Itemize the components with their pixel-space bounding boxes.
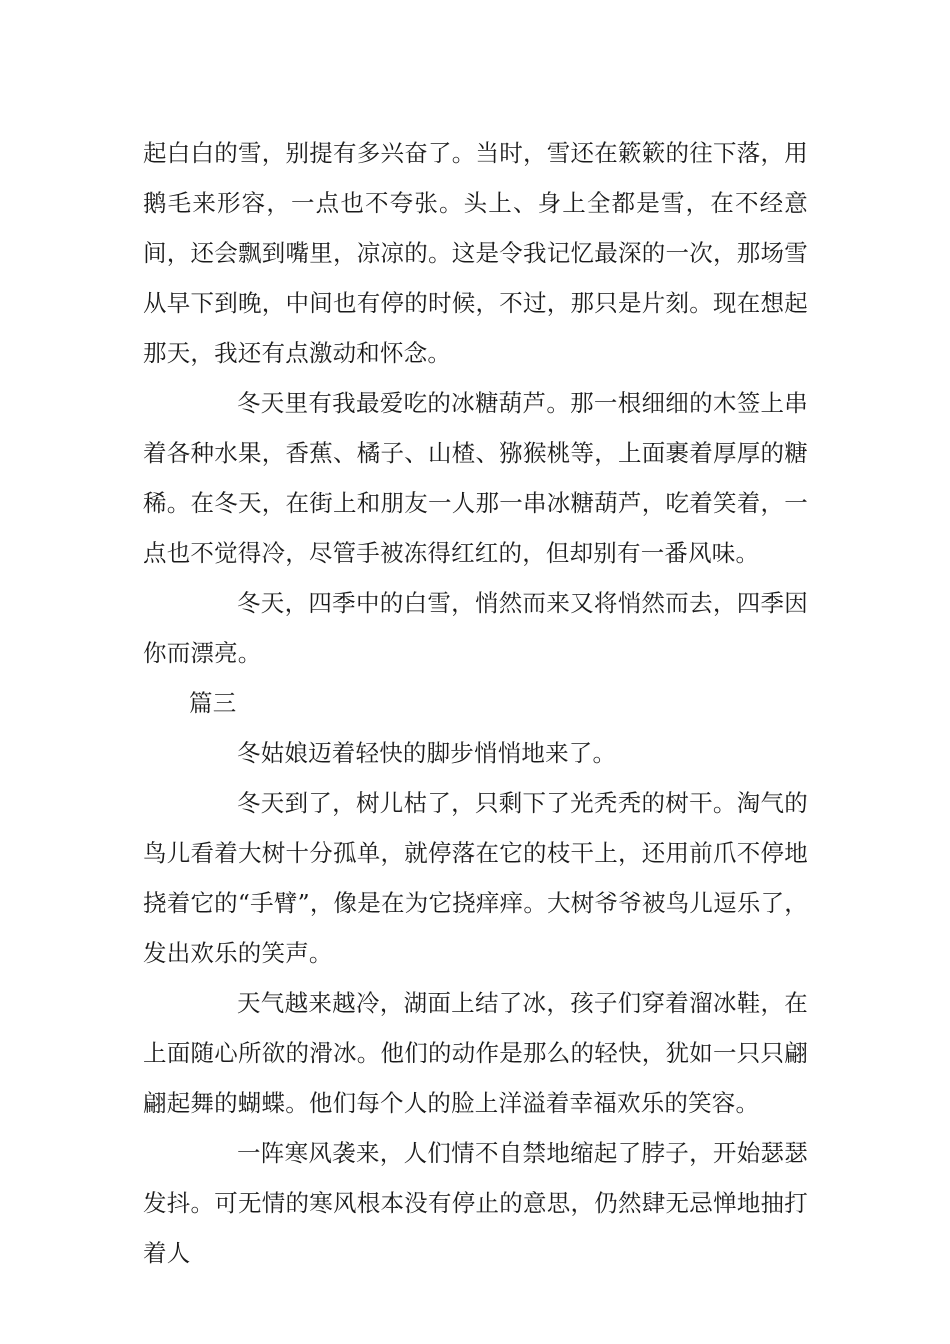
paragraph-1: 起白白的雪，别提有多兴奋了。当时，雪还在簌簌的往下落，用鹅毛来形容，一点也不夸张。头上、身上全都是雪，在不经意间，还会飘到嘴里，凉凉的。这是令我记忆最深的一次，那场雪从早下到晚，中间也有停的时候，不过，那只是片刻。现在想起那天，我还有点激动和怀念。 (143, 139, 808, 367)
document-body (143, 128, 808, 1278)
paragraph-4: 冬姑娘迈着轻快的脚步悄悄地来了。 (237, 739, 617, 767)
section-heading: 篇三 (189, 689, 237, 717)
paragraph-5: 冬天到了，树儿枯了，只剩下了光秃秃的树干。淘气的鸟儿看着大树十分孤单，就停落在它的枝干上，还用前爪不停地挠着它的“手臂”，像是在为它挠痒痒。大树爷爷被鸟儿逗乐了，发出欢乐的笑声。 (143, 789, 808, 967)
paragraph-3: 冬天，四季中的白雪，悄然而来又将悄然而去，四季因你而漂亮。 (143, 589, 808, 667)
paragraph-2: 冬天里有我最爱吃的冰糖葫芦。那一根细细的木签上串着各种水果，香蕉、橘子、山楂、猕猴桃等，上面裹着厚厚的糖稀。在冬天，在街上和朋友一人那一串冰糖葫芦，吃着笑着，一点也不觉得冷，尽管手被冻得红红的，但却别有一番风味。 (143, 389, 808, 567)
paragraph-7: 一阵寒风袭来，人们情不自禁地缩起了脖子，开始瑟瑟发抖。可无情的寒风根本没有停止的意思，仍然肆无忌惮地抽打着人 (143, 1139, 808, 1267)
paragraph-6: 天气越来越冷，湖面上结了冰，孩子们穿着溜冰鞋，在上面随心所欲的滑冰。他们的动作是那么的轻快，犹如一只只翩翩起舞的蝴蝶。他们每个人的脸上洋溢着幸福欢乐的笑容。 (143, 989, 808, 1117)
